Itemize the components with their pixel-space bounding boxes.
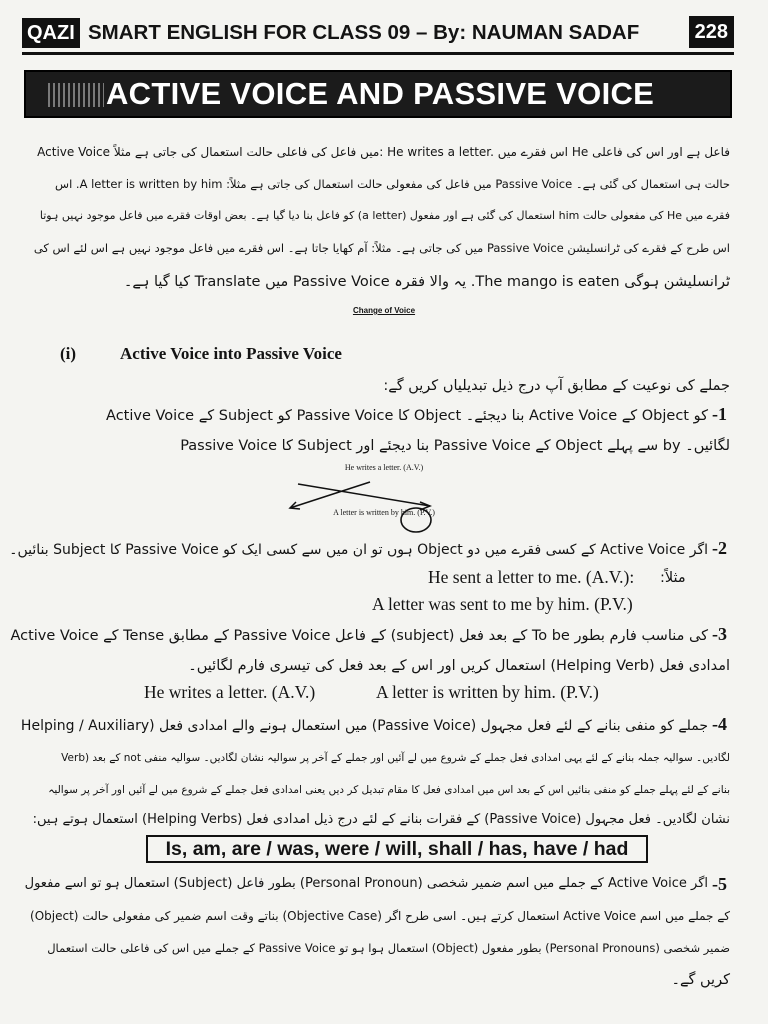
rule5-line1: اگر Active Voice کے جملے میں اسم ضمیر شخصی (Personal Pronoun) بطور فاعل (Subject) استعمال ہو تو اسے مفعول [24, 876, 708, 891]
rule4-line1: جملے کو منفی بنانے کے لئے فعل مجہول (Passive Voice) میں استعمال ہونے والے امدادی فعل (Helping / Auxiliary [20, 718, 708, 734]
rule-number: -2 [712, 538, 727, 558]
section-number: (i) [60, 344, 77, 363]
page-header [22, 18, 734, 55]
rule1-example-active: He writes a letter. (A.V.) [344, 463, 424, 472]
rule2-example-passive: A letter was sent to me by him. (P.V.) [372, 594, 633, 614]
rule4-line2: Verb) کے بعد not لگادیں۔ سوالیہ جملہ بنانے کے لئے یہی امدادی فعل جملے کے شروع میں لے آئیں اور جملے کے آخر پر سوالیہ نشان لگادیں۔ سوالیہ منفی [61, 752, 730, 764]
rule1-example-passive: A letter is written by him. (P.V.) [333, 508, 435, 517]
rule-number: -3 [712, 624, 727, 644]
intro-line: اس طرح کے فقرے کی ٹرانسلیشن Passive Voice میں کی جاتی ہے۔ مثلاً: آم کھایا جاتا ہے۔ اس فقرے میں فاعل موجود نہیں ہے اس لئے اس کی [33, 241, 730, 255]
rule3-line2: امدادی فعل (Helping Verb) استعمال کریں اور اس کے بعد فعل کی تیسری فارم لگائیں۔ [188, 658, 730, 674]
rule-number: -1 [712, 404, 727, 424]
brand-label: QAZI [22, 18, 80, 48]
intro-line: حالت ہی استعمال کی گئی ہے۔ Passive Voice میں فاعل کی مفعولی حالت استعمال کی جاتی ہے مثلاً: A letter is written by him. اس [55, 177, 730, 191]
helping-verbs-box: Is, am, are / was, were / will, shall / has, have / had [146, 835, 648, 863]
intro-line: Active Voice میں فاعل کی فاعلی حالت استعمال کی جاتی ہے مثلاً: He writes a letter. اس فقرے میں He فاعل ہے اور اس کی فاعلی [37, 145, 730, 159]
rule5-line4: کریں گے۔ [671, 972, 730, 988]
rule5-line3: ضمیر شخصی (Personal Pronouns) بطور مفعول (Object) استعمال ہوا ہو تو Passive Voice کے جملے میں اس کی فاعلی حالت استعمال [47, 941, 730, 955]
rule1-line2: Passive Voice کا Subject بنا دیجئے اور Passive Voice کے Object سے پہلے by لگائیں۔ [180, 438, 730, 454]
banner-decoration [48, 83, 104, 107]
rule-number: -5 [712, 874, 727, 894]
book-title: SMART ENGLISH FOR CLASS 09 – By: NAUMAN SADAF [88, 21, 640, 44]
intro-line: ٹرانسلیشن ہوگی The mango is eaten. یہ والا فقرہ Passive Voice میں Translate کیا گیا ہے۔ [123, 274, 730, 290]
rule2-example-label: مثلاً: [660, 570, 686, 586]
chapter-title: ACTIVE VOICE AND PASSIVE VOICE [106, 76, 655, 111]
section-intro: جملے کی نوعیت کے مطابق آپ درج ذیل تبدیلیاں کریں گے: [383, 378, 730, 394]
intro-line: فقرے میں He کی مفعولی حالت him استعمال کی گئی ہے اور مفعول (a letter) کو فاعل بنا دیا گیا ہے۔ بعض اوقات فقرے میں فاعل موجود نہیں ہوتا [39, 209, 730, 222]
rule2-example-active: He sent a letter to me. (A.V.): [428, 567, 635, 587]
rule3-example-active: He writes a letter. (A.V.) [144, 682, 316, 702]
rule4-line4: نشان لگادیں۔ فعل مجہول (Passive Voice) کے فقرات بنانے کے لئے درج ذیل امدادی فعل (Helping Verbs) استعمال ہوتے ہیں: [32, 812, 730, 827]
by-circle-mark [398, 506, 434, 534]
page-number: 228 [689, 16, 734, 48]
rule-number: -4 [712, 714, 727, 734]
rule3-example-passive: A letter is written by him. (P.V.) [376, 682, 599, 702]
rule3-line1: Active Voice کے Tense کے مطابق Passive Voice کے فاعل (subject) کے بعد فعل To be کی مناسب فارم بطور [10, 628, 708, 644]
rule5-line2: (Object) بناتے وقت اسم ضمیر کی مفعولی حالت (Objective Case) استعمال کرتے ہیں۔ اسی طرح اگر Active Voice کے جملے میں اسم [30, 909, 730, 923]
section-title: Active Voice into Passive Voice [120, 344, 342, 363]
rule4-line3: بنانے کے لئے پہلے جملے کو منفی بنائیں اس کے بعد اس میں امدادی فعل کا مقام تبدیل کر دیں یعنی امدادی فعل جملے کے شروع میں لے آئیں اور آخر پر سوالیہ [48, 784, 730, 796]
rule1-line1: Active Voice کے Subject کو Passive Voice کا Object بنا دیجئے۔ Active Voice کے Object کو [106, 408, 708, 424]
rule2-text: اگر Active Voice کے کسی فقرے میں دو Object ہوں تو ان میں سے کسی ایک کو Passive Voice کا Subject بنائیں۔ [9, 542, 708, 558]
chapter-banner [24, 70, 732, 118]
section-heading: Change of Voice [352, 306, 416, 315]
